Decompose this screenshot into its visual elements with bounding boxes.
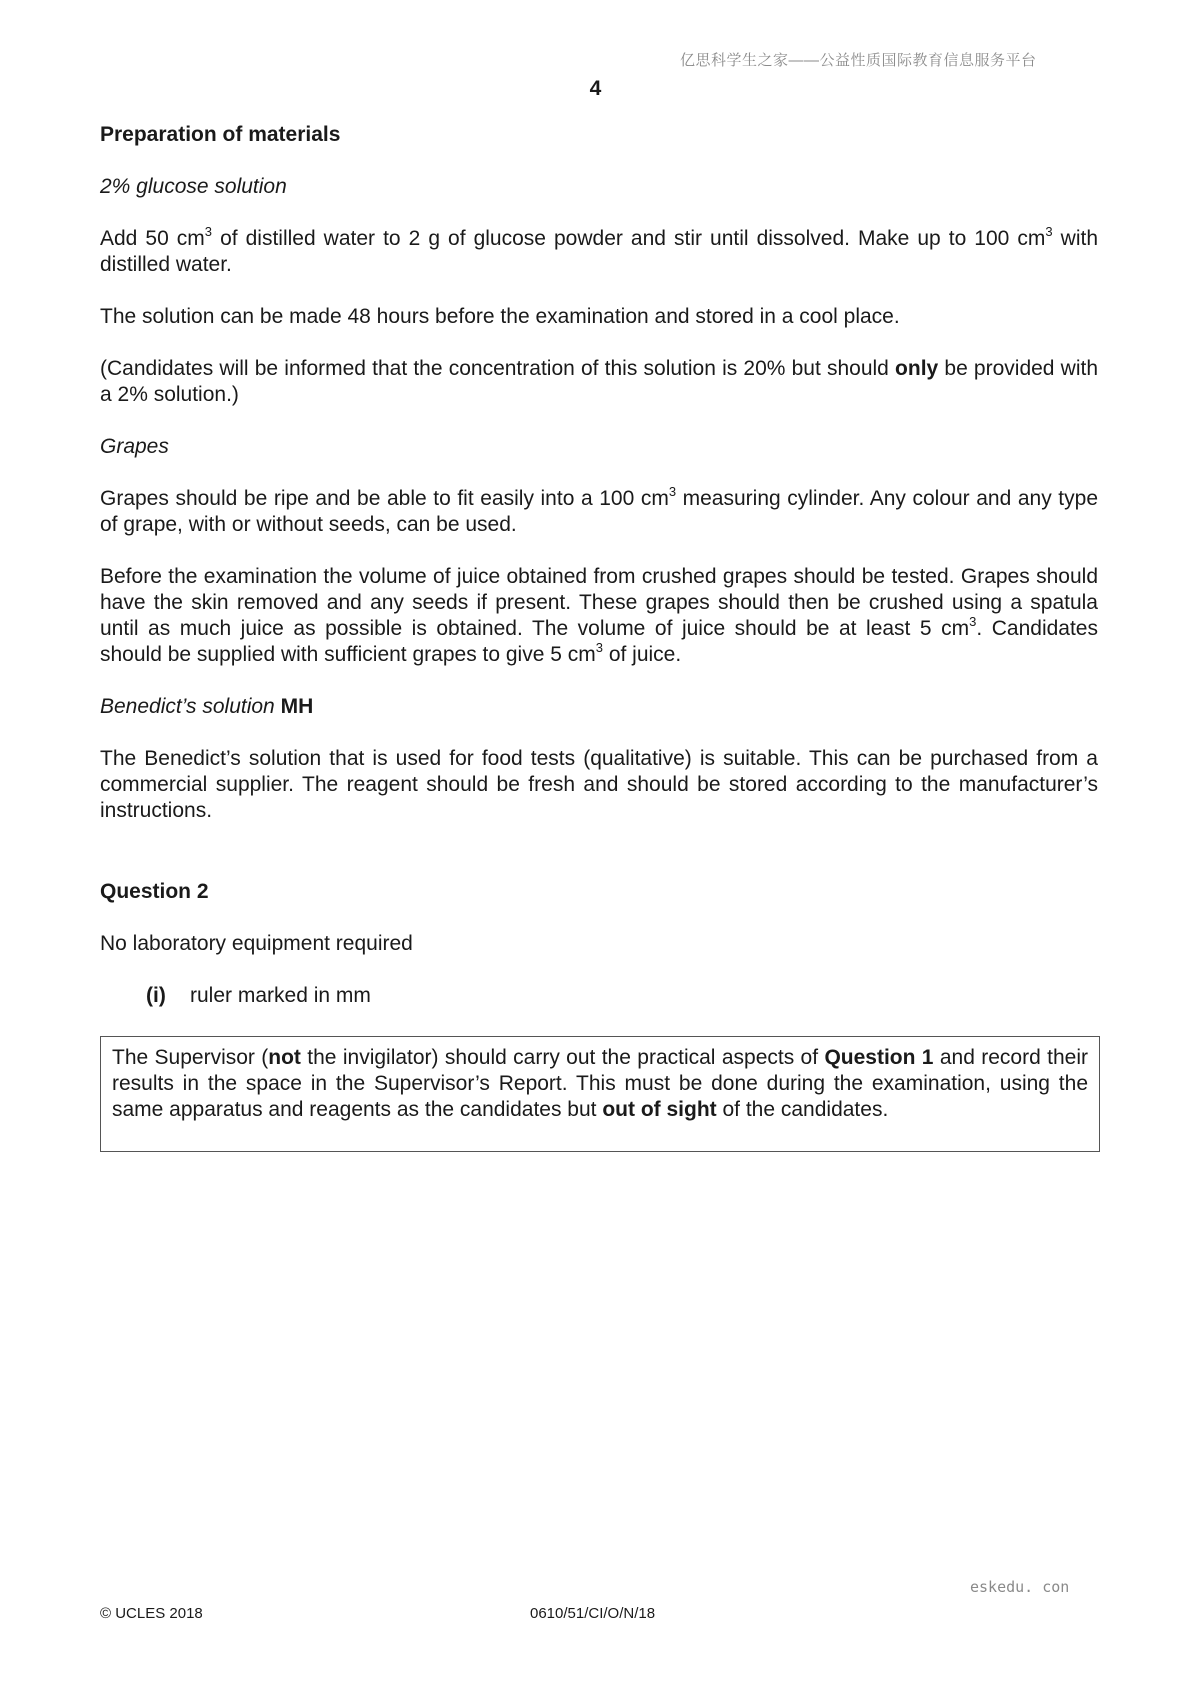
benedict-paragraph: The Benedict’s solution that is used for food tests (qualitative) is suitable. This can be purchased from a commercial supplier. The reagent should be fresh and should be stored according to the manufacturer’s instructions. [100,747,1098,822]
item-text: ruler marked in mm [190,984,371,1007]
footer-copyright: © UCLES 2018 [100,1605,203,1622]
grapes-paragraph-1: Grapes should be ripe and be able to fit easily into a 100 $cm^3$ measuring cylinder. Any colour and any type of grape, with or without seeds, can be used. [100,484,1098,536]
footer-paper-code: 0610/51/CI/O/N/18 [530,1605,656,1622]
watermark-top: 亿思科学生之家——公益性质国际教育信息服务平台 [680,52,1037,69]
prep-heading: Preparation of materials [100,123,341,146]
glucose-heading: 2% glucose solution [100,175,287,198]
page-number: 4 [589,77,602,100]
question-2-intro: No laboratory equipment required [100,932,413,955]
question-2-heading: Question 2 [100,880,209,903]
grapes-heading: Grapes [100,435,169,458]
grapes-paragraph-2: Before the examination the volume of juice obtained from crushed grapes should be tested. Grapes should have the skin removed and any seeds if present. These grapes should then be crushed using a spatula until as much juice as possible is obtained. The volume of juice should be at least 5 $cm^3$. Candidates should be supplied with sufficient grapes to give 5 $cm^3$ of juice. [100,565,1098,666]
supervisor-notice-box: The Supervisor (not the invigilator) should carry out the practical aspects of Question 1 and record their results in the space in the Supervisor’s Report. This must be done during the examination, using the same apparatus and reagents as the candidates but out of sight of the candidates. [100,1036,1100,1152]
glucose-paragraph-2: The solution can be made 48 hours before the examination and stored in a cool place. [100,305,900,328]
benedict-heading: Benedict’s solution MH [100,695,314,718]
watermark-bottom: eskedu. con [970,1578,1070,1596]
glucose-paragraph-3: (Candidates will be informed that the concentration of this solution is 20% but should only be provided with a 2% solution.) [100,357,1098,406]
glucose-paragraph-1: Add 50 $cm^3$ of distilled water to 2 g of glucose powder and stir until dissolved. Make up to 100 $cm^3$ with distilled water. [100,224,1099,276]
item-label: (i) [146,984,166,1007]
